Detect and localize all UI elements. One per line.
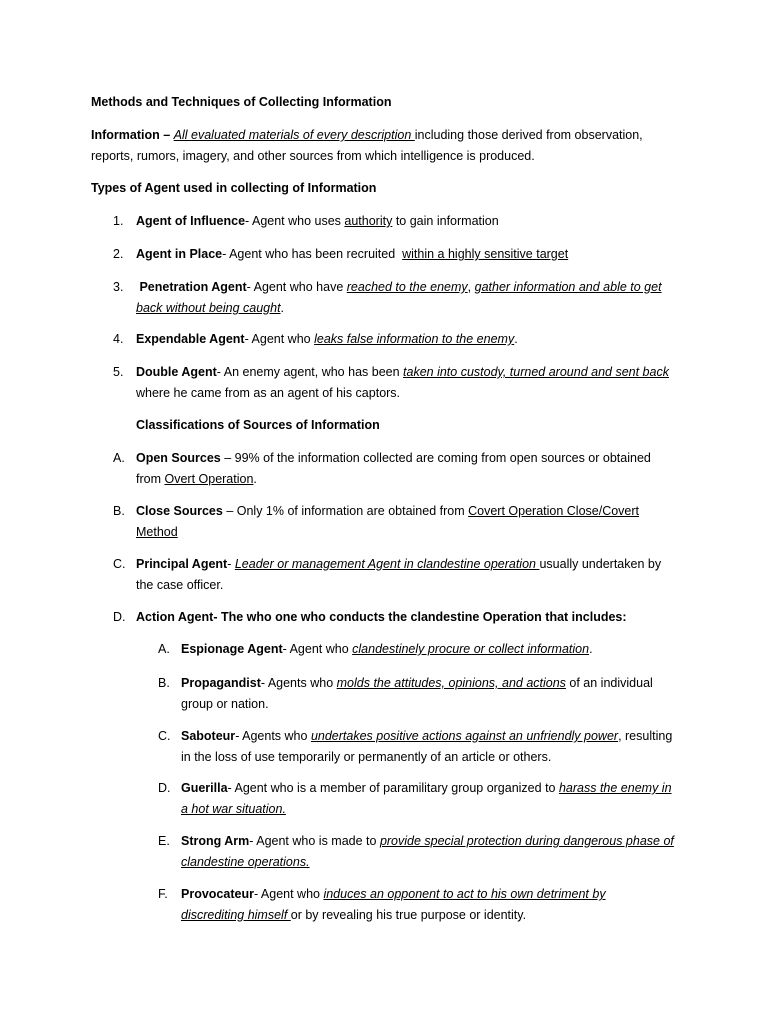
agent-desc: - Agent who [244,332,315,346]
action-agent-desc: - Agents who [260,676,337,690]
list-item-text [136,211,676,232]
list-letter: A. [113,451,125,465]
action-agent-term: Provocateur [181,887,254,901]
action-agent-emphasis: undertakes positive actions against an unfriendly power [310,729,619,743]
action-agent-desc: - Agent who is a member of paramilitary group organized to [227,781,559,795]
list-number: 1. [113,214,124,228]
source-desc: - The who one who conducts the clandestine Operation that includes: [213,610,627,624]
list-item-text [136,244,676,265]
list-number: 5. [113,365,124,379]
source-term: Action Agent [136,610,214,624]
action-agent-desc: - Agent who [253,887,324,901]
source-term: Open Sources [136,451,221,465]
list-letter: D. [113,610,126,624]
types-heading: Types of Agent used in collecting of Information [91,181,377,195]
list-item-text [181,673,666,715]
source-desc: – Only 1% of information are obtained from [222,504,469,518]
agent-emphasis: reached to the enemy [346,280,468,294]
agent-term: Expendable Agent [136,332,245,346]
information-definition [91,125,671,167]
agent-term: Double Agent [136,365,217,379]
agent-desc: , [467,280,475,294]
list-item-text [136,554,671,596]
source-underline: Covert Operation Close/Covert Method [136,504,640,539]
action-agent-desc: . [589,642,593,656]
agent-emphasis: gather information and able to get back without being caught [136,280,662,315]
list-item-text [181,884,631,926]
action-agent-desc: - Agents who [235,729,311,743]
agent-desc: . [280,301,285,315]
agent-desc: . [514,332,518,346]
agent-term: Penetration Agent [136,280,247,294]
list-letter: A. [158,642,170,656]
action-agent-term: Propagandist [181,676,261,690]
source-desc: – 99% of the information collected are coming from open sources or obtained from [136,451,651,486]
list-number: 4. [113,332,124,346]
definition-rest: including those derived from observation, reports, rumors, imagery, and other sources from which intelligence is produced. [91,128,643,163]
agent-desc: - Agent who have [246,280,347,294]
agent-underline: within a highly sensitive target [402,247,569,261]
agent-desc: - An enemy agent, who has been [216,365,404,379]
action-agent-emphasis: molds the attitudes, opinions, and actions [336,676,566,690]
source-desc: - [227,557,235,571]
definition-term: Information [91,128,160,142]
list-letter: B. [113,504,125,518]
agent-emphasis: taken into custody, turned around and sent back [403,365,669,379]
action-agent-desc: or by revealing his true purpose or identity. [290,908,527,922]
list-letter: E. [158,834,170,848]
source-term: Close Sources [136,504,223,518]
source-term: Principal Agent [136,557,228,571]
action-agent-term: Saboteur [181,729,236,743]
source-underline: Overt Operation [164,472,254,486]
action-agent-desc: - Agent who is made to [249,834,380,848]
list-item-text [136,277,676,319]
list-item-text [181,639,681,660]
action-agent-emphasis: provide special protection during dangerous phase of clandestine operations. [181,834,674,869]
agent-emphasis: leaks false information to the enemy [314,332,515,346]
document-title: Methods and Techniques of Collecting Information [91,95,392,109]
list-item-text [136,362,676,404]
agent-underline: authority [344,214,393,228]
list-item-text [181,726,681,768]
list-number: 3. [113,280,124,294]
list-letter: B. [158,676,170,690]
action-agent-emphasis: induces an opponent to act to his own detriment by discrediting himself [181,887,606,922]
action-agent-term: Guerilla [181,781,228,795]
action-agent-desc: of an individual group or nation. [181,676,653,711]
action-agent-term: Espionage Agent [181,642,283,656]
source-desc: . [253,472,257,486]
definition-dash: – [159,128,174,142]
list-item-text [136,448,666,490]
list-item-text [136,329,676,350]
agent-desc: - Agent who uses [245,214,345,228]
action-agent-emphasis: harass the enemy in a hot war situation. [181,781,672,816]
action-agent-term: Strong Arm [181,834,250,848]
agent-term: Agent of Influence [136,214,246,228]
agent-desc: where he came from as an agent of his captors. [136,386,401,400]
action-agent-desc: - Agent who [282,642,353,656]
list-item-text [181,831,681,873]
list-letter: D. [158,781,171,795]
action-agent-desc: , resulting in the loss of use temporarily or permanently of an article or others. [181,729,673,764]
classifications-heading: Classifications of Sources of Information [136,418,380,432]
action-agent-emphasis: clandestinely procure or collect information [352,642,590,656]
definition-emphasis: All evaluated materials of every description [173,128,415,142]
list-item-text [136,501,656,543]
list-letter: C. [158,729,171,743]
agent-desc: to gain information [392,214,499,228]
list-number: 2. [113,247,124,261]
list-item-text [136,607,676,628]
list-letter: F. [158,887,168,901]
agent-term: Agent in Place [136,247,223,261]
list-item-text [181,778,676,820]
source-emphasis: Leader or management Agent in clandestine operation [234,557,540,571]
list-letter: C. [113,557,126,571]
agent-desc: - Agent who has been recruited [222,247,403,261]
source-desc: usually undertaken by the case officer. [136,557,662,592]
